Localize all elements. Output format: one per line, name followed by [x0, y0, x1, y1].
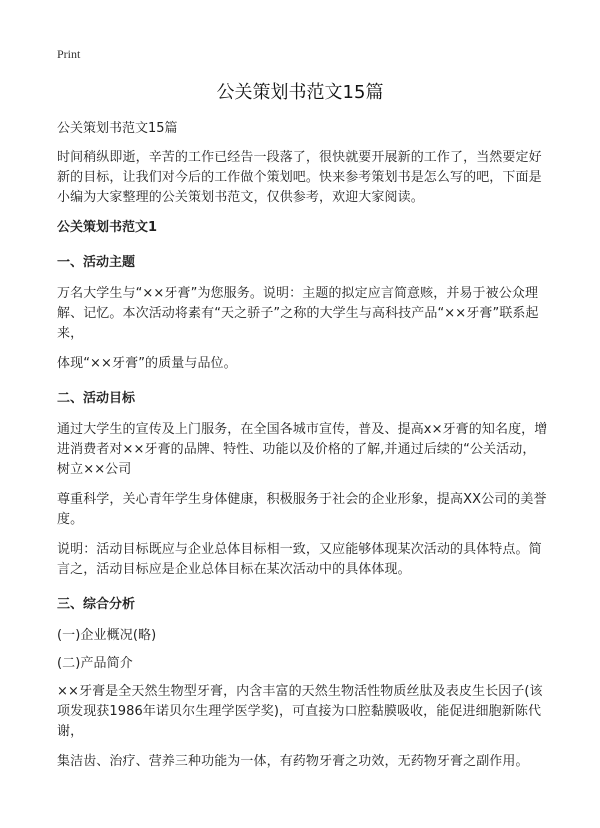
theme-paragraph-1: 万名大学生与“××牙膏”为您服务。说明：主题的拟定应言简意赅，并易于被公众理解、记忆。本次活动将素有“天之骄子”之称的大学生与高科技产品“××牙膏”联系起来， — [57, 286, 539, 341]
analysis-paragraph-4: 集洁齿、治疗、营养三种功能为一体，有药物牙膏之功效，无药物牙膏之副作用。 — [57, 754, 529, 769]
goal-paragraph-3: 说明：活动目标既应与企业总体目标相一致，又应能够体现某次活动的具体特点。简言之，活动目标应是企业总体目标在某次活动中的具体体现。 — [57, 542, 542, 577]
theme-paragraph-2: 体现“××牙膏”的质量与品位。 — [57, 356, 237, 371]
analysis-paragraph-1: (一)企业概况(略) — [57, 628, 157, 643]
goal-paragraph-2: 尊重科学，关心青年学生身体健康，积极服务于社会的企业形象，提高XX公司的美誉度。 — [57, 492, 547, 527]
intro-paragraph: 时间稍纵即逝，辛苦的工作已经告一段落了，很快就要开展新的工作了，当然要定好新的目标，让我们对今后的工作做个策划吧。快来参考策划书是怎么写的吧，下面是小编为大家整理的公关策划书范文，仅供参考，欢迎大家阅读。 — [57, 150, 542, 205]
goal-paragraph-1: 通过大学生的宣传及上门服务，在全国各城市宣传，普及、提高x×牙膏的知名度，增进消费者对××牙膏的品牌、特性、功能以及价格的了解,并通过后续的“公关活动，树立××公司 — [57, 422, 548, 477]
analysis-paragraph-2: (二)产品简介 — [57, 656, 133, 671]
document-subtitle: 公关策划书范文15篇 — [57, 121, 178, 136]
print-link[interactable]: Print — [57, 47, 81, 61]
heading-analysis: 三、综合分析 — [57, 597, 136, 612]
section-title: 公关策划书范文1 — [57, 220, 158, 235]
page-title: 公关策划书范文15篇 — [216, 82, 384, 103]
heading-activity-theme: 一、活动主题 — [57, 255, 136, 270]
document-body — [57, 119, 548, 782]
analysis-paragraph-3: ××牙膏是全天然生物型牙膏，内含丰富的天然生物活性物质丝肽及表皮生长因子(该项发现获1986年诺贝尔生理学医学奖)，可直接为口腔黏膜吸收，能促进细胞新陈代谢， — [57, 684, 543, 739]
heading-activity-goals: 二、活动目标 — [57, 391, 136, 406]
